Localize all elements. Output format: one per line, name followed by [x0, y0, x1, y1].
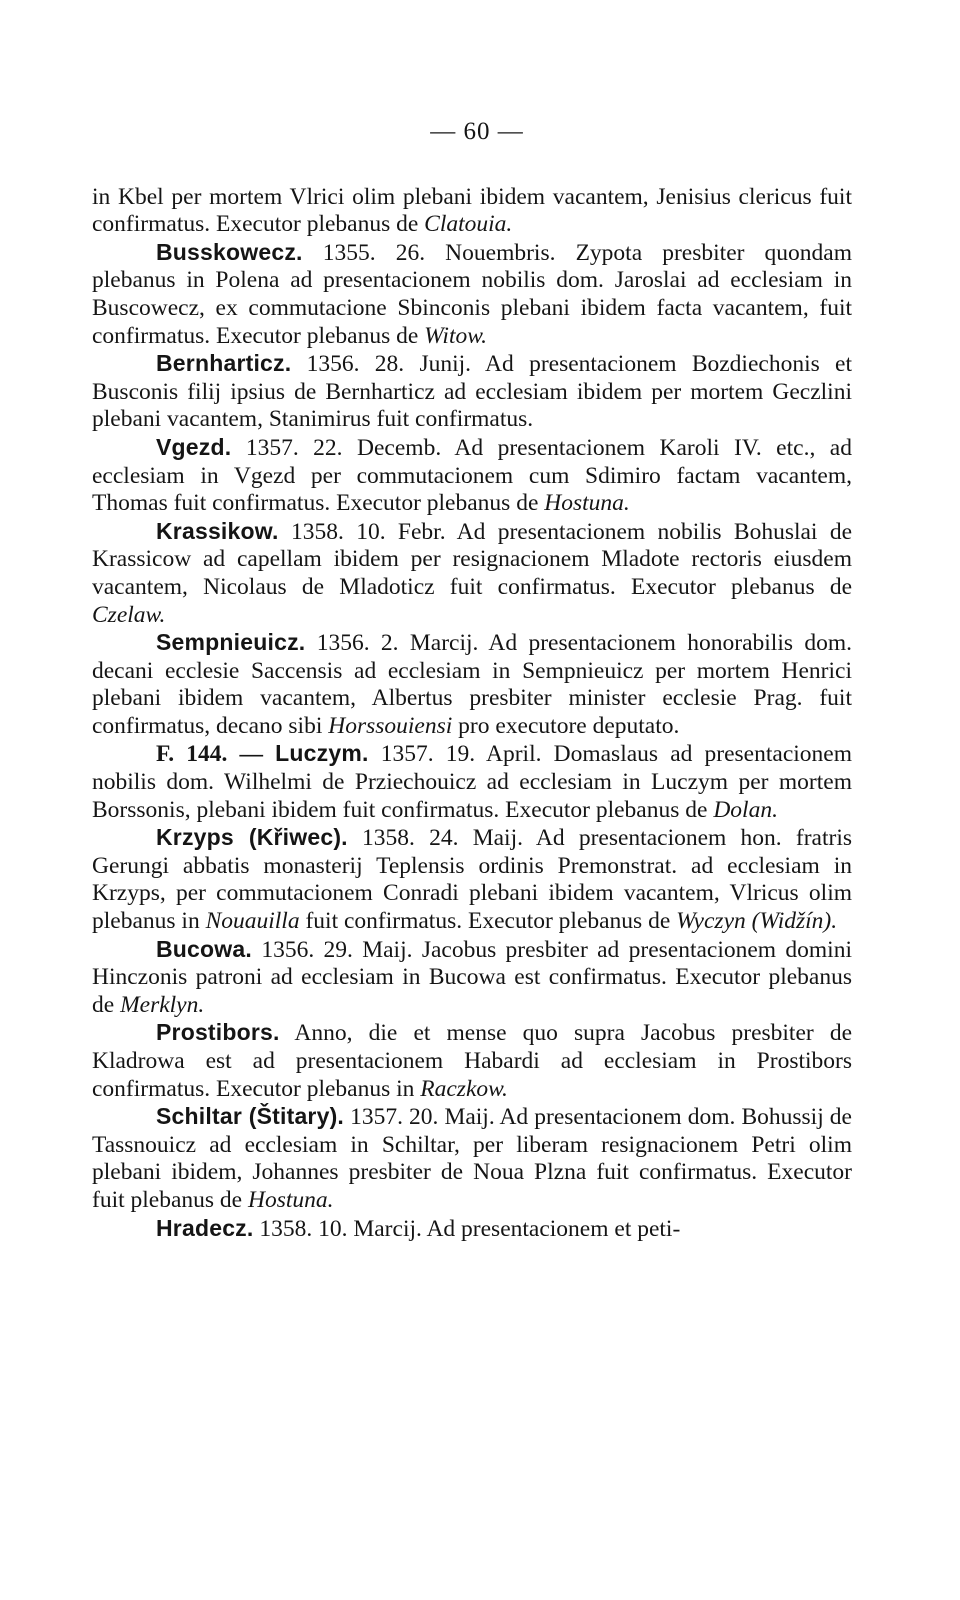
entry-continuation: in Kbel per mortem Vlrici olim plebani ibidem vacantem, Jenisius clericus fuit confirmatus. Executor plebanus de Clatouia. — [92, 183, 852, 238]
entry-sempnieuicz: Sempnieuicz. 1356. 2. Marcij. Ad presentacionem honorabilis dom. decani ecclesie Saccensis ad ecclesiam in Sempnieuicz per mortem Henrici plebani ibidem vacantem, Albertus presbiter minister ecclesie Prag. fuit confirmatus, decano sibi Horssouiensi pro executore deputato. — [92, 629, 852, 739]
executor-place: Clatouia. — [424, 211, 513, 238]
executor-place: Hostuna. — [247, 1186, 334, 1213]
folio-marker: F. 144. — — [156, 741, 276, 768]
entry-heading: Krzyps (Křiwec). — [156, 824, 348, 851]
entry-heading: Bucowa. — [156, 935, 252, 962]
entry-heading: Sempnieuicz. — [156, 629, 306, 656]
executor-place: Wyczyn (Widžín). — [676, 908, 838, 935]
entry-bernharticz: Bernharticz. 1356. 28. Junij. Ad presentacionem Bozdiechonis et Busconis filij ipsius de Bernharticz ad ecclesiam ibidem per mortem Geczlini plebani vacantem, Stanimirus fuit confirmatus. — [92, 350, 852, 433]
page-body — [92, 118, 852, 1243]
executor-place: Dolan. — [713, 796, 778, 823]
entry-heading: Vgezd. — [156, 433, 232, 460]
page-number: — 60 — — [430, 118, 524, 145]
entry-vgezd: Vgezd. 1357. 22. Decemb. Ad presentacionem Karoli IV. etc., ad ecclesiam in Vgezd per commutacionem cum Sdimiro factam vacantem, Thomas fuit confirmatus. Executor plebanus de Hostuna. — [92, 433, 852, 517]
entry-bucowa: Bucowa. 1356. 29. Maij. Jacobus presbiter ad presentacionem domini Hinczonis patroni ad ecclesiam in Bucowa est confirmatus. Executor plebanus de Merklyn. — [92, 935, 852, 1018]
executor-place: Witow. — [424, 322, 488, 349]
entry-heading: Luczym. — [275, 740, 369, 767]
entry-heading: Prostibors. — [156, 1019, 280, 1046]
entry-heading: Hradecz. — [156, 1214, 254, 1241]
executor-place: Merklyn. — [120, 991, 205, 1018]
executor-place: Czelaw. — [92, 601, 166, 628]
entry-schiltar: Schiltar (Štitary). 1357. 20. Maij. Ad presentacionem dom. Bohussij de Tassnouicz ad ecclesiam in Schiltar, per liberam resignacionem Petri olim plebani ibidem, Johannes presbiter de Noua Plzna fuit confirmatus. Executor fuit plebanus de Hostuna. — [92, 1103, 852, 1213]
place-name: Nouauilla — [205, 908, 300, 935]
entry-krassikow: Krassikow. 1358. 10. Febr. Ad presentacionem nobilis Bohuslai de Krassicow ad capellam ibidem per resignacionem Mladote rectoris eiusdem vacantem, Nicolaus de Mladoticz fuit confirmatus. Executor plebanus de Czelaw. — [92, 517, 852, 628]
entry-krzyps: Krzyps (Křiwec). 1358. 24. Maij. Ad presentacionem hon. fratris Gerungi abbatis monasterij Teplensis ordinis Premonstrat. ad ecclesiam in Krzyps, per commutacionem Conradi plebani ibidem vacantem, Vlricus olim plebanus in Nouauilla fuit confirmatus. Executor plebanus de Wyczyn (Widžín). — [92, 824, 852, 935]
entry-heading: Schiltar (Štitary). — [156, 1103, 345, 1130]
executor-place: Horssouiensi — [328, 712, 453, 739]
entry-prostibors: Prostibors. Anno, die et mense quo supra Jacobus presbiter de Kladrowa est ad presentacionem Habardi ad ecclesiam in Prostibors confirmatus. Executor plebanus in Raczkow. — [92, 1019, 852, 1102]
entry-hradecz: Hradecz. 1358. 10. Marcij. Ad presentacionem et peti- — [156, 1214, 681, 1242]
entry-heading: Krassikow. — [156, 517, 279, 544]
executor-place: Hostuna. — [544, 490, 630, 517]
entry-busskowecz: Busskowecz. 1355. 26. Nouembris. Zypota presbiter quondam plebanus in Polena ad presentacionem nobilis dom. Jaroslai ad ecclesiam in Buscowecz, ex commutacione Sbinconis plebani ibidem facta vacantem, fuit confirmatus. Executor plebanus de Witow. — [92, 238, 852, 349]
executor-place: Raczkow. — [420, 1075, 508, 1102]
entry-heading: Bernharticz. — [156, 350, 292, 377]
entry-luczym: F. 144. — Luczym. 1357. 19. April. Domaslaus ad presentacionem nobilis dom. Wilhelmi de Prziechouicz ad ecclesiam in Luczym per mortem Borssonis, plebani ibidem fuit confirmatus. Executor plebanus de Dolan. — [92, 740, 852, 823]
entry-heading: Busskowecz. — [156, 238, 303, 265]
